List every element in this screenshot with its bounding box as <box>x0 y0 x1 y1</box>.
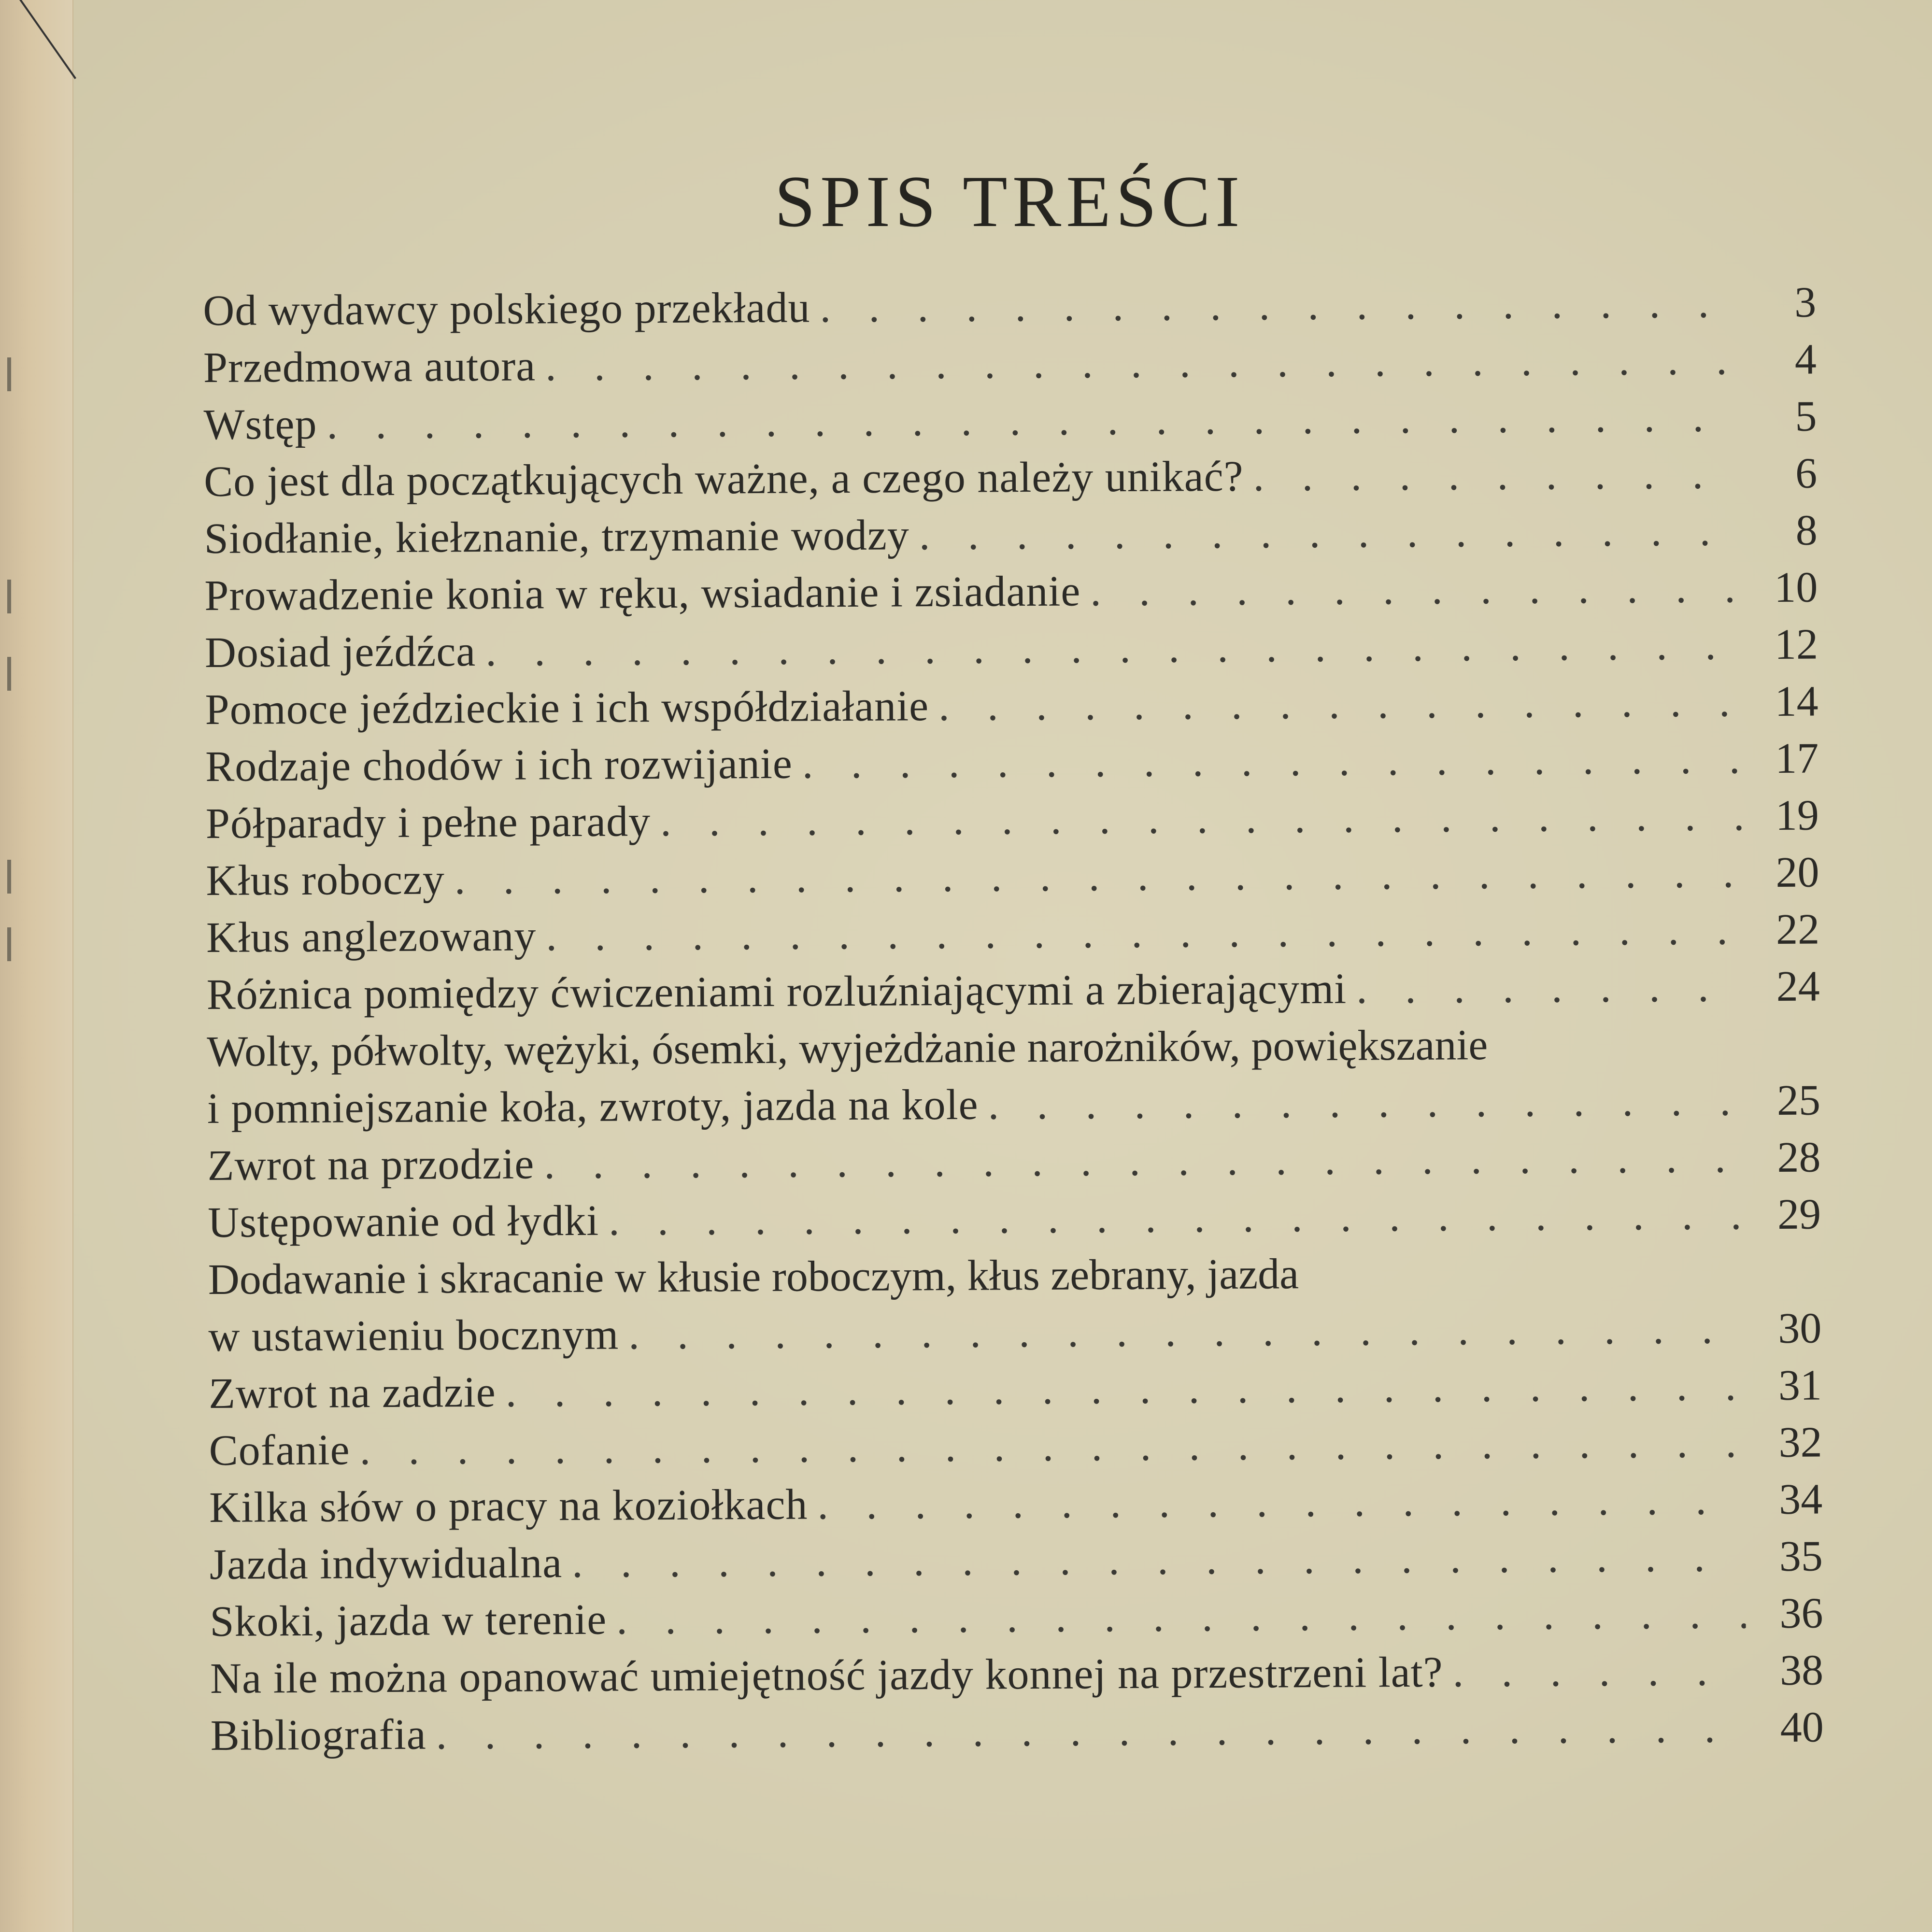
toc-entry <box>206 901 1820 966</box>
toc-leader-dots <box>545 331 1739 395</box>
toc-entry-label: Cofanie <box>209 1426 350 1475</box>
toc-page-number: 31 <box>1778 1361 1822 1409</box>
toc-leader-dots <box>455 844 1742 908</box>
toc-page-number: 5 <box>1795 392 1817 440</box>
toc-leader-dots <box>938 673 1741 735</box>
toc-leader-dots <box>359 1414 1745 1478</box>
toc-entry <box>210 1642 1824 1707</box>
toc-leader-dots <box>616 1585 1746 1648</box>
toc-entry-label: Skoki, jazda w terenie <box>210 1595 607 1646</box>
toc-entry <box>205 616 1818 682</box>
toc-entry-label: Ustępowanie od łydki <box>207 1196 599 1247</box>
toc-page-number: 6 <box>1795 449 1818 497</box>
toc-page-number: 34 <box>1778 1475 1823 1523</box>
page-title: SPIS TREŚCI <box>774 161 1245 242</box>
toc-leader-dots <box>544 1129 1744 1193</box>
toc-entry-label: Jazda indywidualna <box>209 1539 563 1589</box>
toc-leader-dots <box>628 1300 1745 1363</box>
toc-entry-label: Zwrot na przodzie <box>207 1140 535 1190</box>
toc-entry <box>209 1357 1822 1422</box>
toc-leader-dots <box>609 1186 1744 1249</box>
toc-page-number: 30 <box>1778 1304 1822 1352</box>
toc-page-number: 22 <box>1776 905 1820 953</box>
toc-leader-dots <box>327 388 1740 453</box>
toc-page-number: 4 <box>1794 335 1817 384</box>
toc-page-number: 19 <box>1775 791 1819 839</box>
toc-leader-dots <box>817 1471 1745 1533</box>
toc-leader-dots <box>1253 445 1740 505</box>
toc-entry <box>210 1699 1824 1764</box>
toc-entry-label: Dosiad jeźdźca <box>204 627 476 677</box>
toc-entry-label-line1: Wolty, półwolty, wężyki, ósemki, wyjeżdżanie narożników, powiększanie <box>207 1021 1488 1076</box>
toc-entry-label: Wstęp <box>203 400 317 449</box>
toc-entry-label: Kłus roboczy <box>206 855 445 905</box>
toc-entry-label: Od wydawcy polskiego przekładu <box>203 284 810 335</box>
toc-entry-multiline <box>207 1015 1820 1137</box>
toc-page-number: 3 <box>1794 278 1817 327</box>
toc-entry-label-line1: Dodawanie i skracanie w kłusie roboczym, kłus zebrany, jazda <box>208 1250 1299 1304</box>
gutter-mark <box>7 927 30 961</box>
toc-page-number: 20 <box>1776 848 1819 896</box>
toc-entry-multiline <box>208 1243 1822 1365</box>
toc-page-number: 24 <box>1776 962 1820 1010</box>
toc-leader-dots <box>1452 1642 1746 1701</box>
toc-entry-label: Prowadzenie konia w ręku, wsiadanie i zsiadanie <box>204 567 1081 620</box>
toc-page-number: 28 <box>1777 1133 1821 1181</box>
toc-entry-label-line2: i pomniejszanie koła, zwroty, jazda na kole <box>207 1080 979 1133</box>
toc-entry <box>210 1585 1823 1650</box>
toc-page-number: 40 <box>1780 1703 1824 1751</box>
toc-page-number: 8 <box>1795 506 1818 554</box>
toc-entry <box>209 1471 1823 1536</box>
gutter-mark <box>7 357 30 391</box>
book-gutter <box>0 0 73 1932</box>
toc-leader-dots <box>919 502 1740 564</box>
toc-entry <box>209 1414 1822 1479</box>
toc-leader-dots <box>660 787 1742 850</box>
toc-entry <box>203 388 1817 454</box>
toc-leader-dots <box>802 730 1742 792</box>
toc-page-number: 25 <box>1776 1076 1821 1124</box>
gutter-mark <box>7 580 30 613</box>
toc-entry-label: Co jest dla początkujących ważne, a czego należy unikać? <box>203 452 1244 506</box>
toc-entry-label: Na ile można opanować umiejętność jazdy konnej na przestrzeni lat? <box>210 1648 1443 1703</box>
toc-page-number: 36 <box>1779 1589 1823 1637</box>
toc-entry-label: Kłus anglezowany <box>206 912 537 962</box>
toc-page-number: 17 <box>1775 734 1819 782</box>
toc-page-number: 29 <box>1777 1190 1821 1238</box>
toc-entry-label: Bibliografia <box>210 1710 426 1760</box>
toc-leader-dots <box>572 1528 1746 1591</box>
toc-page-number: 35 <box>1779 1532 1823 1580</box>
gutter-mark <box>7 860 30 894</box>
toc-leader-dots <box>546 901 1742 965</box>
toc-entry <box>206 844 1819 909</box>
toc-page-number: 10 <box>1774 563 1818 611</box>
toc-entry <box>205 673 1818 739</box>
toc-entry-label: Siodłanie, kiełznanie, trzymanie wodzy <box>204 511 910 563</box>
toc-entry <box>203 331 1817 397</box>
toc-entry <box>208 1186 1821 1251</box>
toc-leader-dots <box>988 1072 1743 1133</box>
toc-page-number: 32 <box>1778 1418 1822 1466</box>
toc-page-number: 12 <box>1774 620 1818 668</box>
toc-entry-label: Półparady i pełne parady <box>205 797 651 848</box>
toc-leader-dots <box>820 274 1739 336</box>
toc-page-number: 38 <box>1779 1646 1824 1694</box>
toc-entry-label: Kilka słów o pracy na koziołkach <box>209 1480 808 1532</box>
toc-entry-label: Rodzaje chodów i ich rozwijanie <box>205 739 793 791</box>
toc-entry-label: Przedmowa autora <box>203 342 536 392</box>
toc-entry-label: Pomoce jeździeckie i ich współdziałanie <box>205 682 929 734</box>
toc-entry <box>210 1528 1823 1593</box>
toc-entry <box>204 445 1818 511</box>
gutter-mark <box>7 657 30 691</box>
toc-leader-dots <box>485 616 1741 680</box>
toc-entry <box>203 274 1817 340</box>
toc-leader-dots <box>436 1699 1747 1763</box>
toc-entry <box>207 1129 1821 1194</box>
toc-entry-label-line2: w ustawieniu bocznym <box>208 1310 619 1361</box>
toc-entry-label: Różnica pomiędzy ćwiczeniami rozluźniającymi a zbierającymi <box>206 965 1347 1019</box>
toc-leader-dots <box>505 1357 1745 1421</box>
table-of-contents <box>203 274 1824 1764</box>
toc-entry-label: Zwrot na zadzie <box>208 1368 496 1418</box>
gutter-line-decoration <box>19 0 76 79</box>
toc-entry <box>204 502 1818 568</box>
toc-entry <box>205 730 1819 795</box>
toc-entry <box>206 787 1819 852</box>
toc-entry <box>206 958 1820 1023</box>
toc-leader-dots <box>1090 559 1741 620</box>
toc-leader-dots <box>1356 958 1743 1017</box>
toc-page-number: 14 <box>1775 677 1818 725</box>
toc-entry <box>204 559 1818 625</box>
